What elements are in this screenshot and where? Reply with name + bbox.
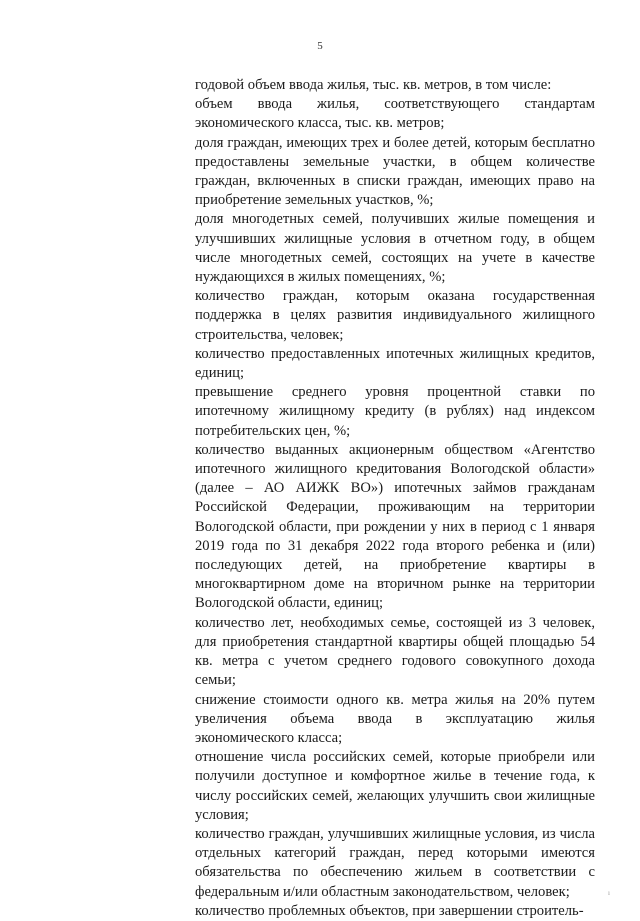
paragraph-affordable-housing-ratio: отношение числа российских семей, которые приобрели или получили доступное и комфортное жилье в течение года, к числу российских семей, желающих улучшить свои жилищные условия; (195, 749, 595, 823)
paragraph-annual-housing-volume: годовой объем ввода жилья, тыс. кв. метров, в том числе: (195, 77, 552, 93)
corner-mark: ı (608, 889, 610, 897)
paragraph-mortgage-loans-count: количество предоставленных ипотечных жилищных кредитов, единиц; (195, 345, 595, 382)
indicator-list (195, 76, 595, 921)
paragraph-land-plots-large-families: доля граждан, имеющих трех и более детей, которым бесплатно предоставлены земельные участки, в общем количестве граждан, включенных в списки граждан, имеющих право на приобретение земельных участков, %; (195, 134, 595, 209)
page-number: 5 (317, 40, 323, 52)
paragraph-individual-construction-support: количество граждан, которым оказана государственная поддержка в целях развития индивидуального жилищного строительства, человек; (195, 288, 595, 343)
paragraph-citizens-improved-conditions: количество граждан, улучшивших жилищные условия, из числа отдельных категорий граждан, перед которыми имеются обязательства по обеспечению жильем в соответствии с федеральным и/или областным законодательством, человек; (195, 825, 595, 900)
paragraph-large-families-housing-share: доля многодетных семей, получивших жилые помещения и улучшивших жилищные условия в отчетном году, в общем числе многодетных семей, состоящих на учете в качестве нуждающихся в жилых помещениях, %; (195, 211, 595, 286)
paragraph-problem-objects: количество проблемных объектов, при завершении строитель- (195, 902, 584, 919)
paragraph-aizhk-vo-loans: количество выданных акционерным обществом «Агентство ипотечного жилищного кредитования Вологодской области» (далее – АО АИЖК ВО») ипотечных займов гражданам Российской Федерации, проживающим на территории Вологодской области, при рождении у них в период с 1 января 2019 года по 31 декабря 2022 года второго ребенка и (или) последующих детей, на приобретение квартиры в многоквартирном доме на вторичном рынке на территории Вологодской области, единиц; (195, 441, 595, 612)
paragraph-years-to-buy-apartment: количество лет, необходимых семье, состоящей из 3 человек, для приобретения стандартной квартиры общей площадью 54 кв. метра с учетом среднего годового совокупного дохода семьи; (195, 614, 595, 689)
paragraph-mortgage-rate-excess: превышение среднего уровня процентной ставки по ипотечному жилищному кредиту (в рублях) над индексом потребительских цен, %; (195, 384, 595, 439)
paragraph-cost-reduction: снижение стоимости одного кв. метра жилья на 20% путем увеличения объема ввода в эксплуатацию жилья экономического класса; (195, 691, 595, 746)
paragraph-economy-class-housing: объем ввода жилья, соответствующего стандартам экономического класса, тыс. кв. метров; (195, 96, 595, 132)
